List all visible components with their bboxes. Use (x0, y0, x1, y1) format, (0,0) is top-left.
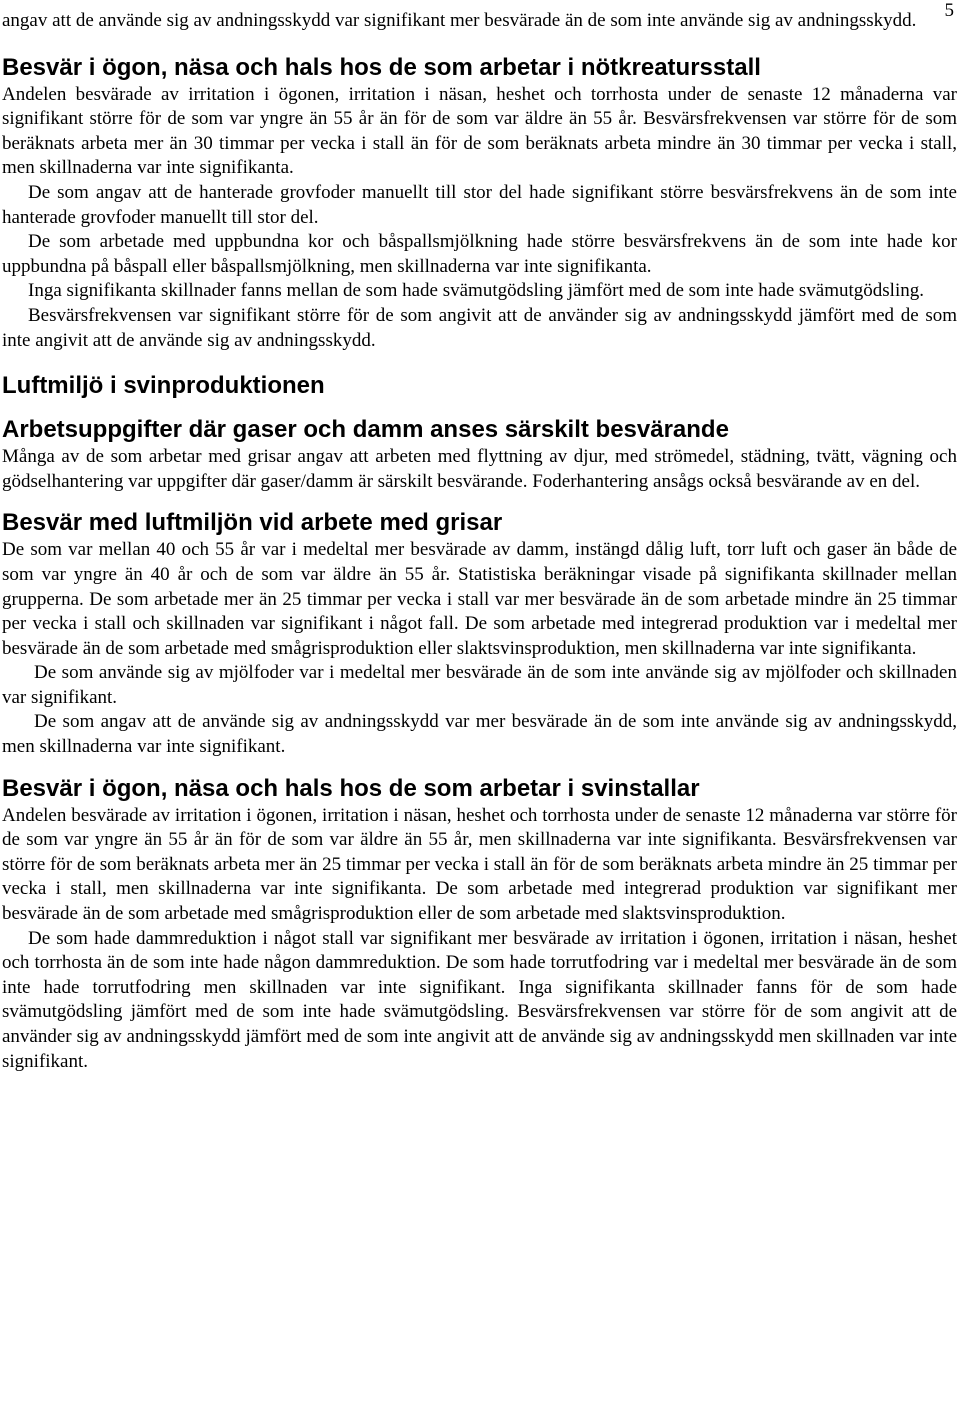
heading-pig-symptoms: Besvär i ögon, näsa och hals hos de som arbetar i svinstallar (2, 774, 700, 802)
paragraph: De som hade dammreduktion i något stall var signifikant mer besvärade av irritation i ögonen, irritation i näsan, heshet och torrhosta än de som inte hade någon dammreduktion. De som hade torrutfodring var i medeltal mer besvärade än de som inte hade torrutfodring men skillnaden var inte signifikant. Inga signifikanta skillnader fanns för de som hade svämutgödsling jämfört med de som inte hade svämutgödsling. Besvärsfrekvensen var större för de som angivit att de använder sig av andningsskydd jämfört med de som inte angivit att de använde sig av andningsskydd men skillnaden var inte signifikant. (2, 927, 957, 1072)
paragraph: Besvärsfrekvensen var signifikant större för de som angivit att de använder sig av andningsskydd jämfört med de som inte angivit att de använde sig av andningsskydd. (2, 304, 957, 351)
paragraph: Andelen besvärade av irritation i ögonen, irritation i näsan, heshet och torrhosta under de senaste 12 månaderna var större för de som var yngre än 55 år än för de som var äldre än 55 år, men skillnaderna var inte signifikanta. Besvärsfrekvensen var större för de som beräknats arbeta mer än 25 timmar per vecka i stall än för de som beräknats arbeta mindre än 25 timmar per vecka i stall, men skillnaderna var inte signifikanta. De som arbetade med integrerad produktion var signifikant mer besvärade än de som arbetade med smågrisproduktion eller de som arbetade med slaktsvinsproduktion. (2, 804, 957, 925)
heading-tasks: Arbetsuppgifter där gaser och damm anses särskilt besvärande (2, 416, 729, 444)
section-title-pig-production: Luftmiljö i svinproduktionen (2, 372, 325, 400)
intro-paragraph: angav att de använde sig av andningsskydd var signifikant mer besvärade än de som inte använde sig av andningsskydd. (2, 10, 917, 31)
heading-cattle-symptoms: Besvär i ögon, näsa och hals hos de som arbetar i nötkreatursstall (2, 53, 761, 81)
paragraph: De som angav att de hanterade grovfoder manuellt till stor del hade signifikant större besvärsfrekvens än de som inte hanterade grovfoder manuellt till stor del. (2, 181, 957, 228)
paragraph: Inga signifikanta skillnader fanns mellan de som hade svämutgödsling jämfört med de som inte hade svämutgödsling. (28, 280, 924, 302)
paragraph: De som arbetade med uppbundna kor och båspallsmjölkning hade större besvärsfrekvens än de som inte hade kor uppbundna på båspall eller båspallsmjölkning, men skillnaderna var inte signifikanta. (2, 231, 957, 277)
paragraph: Många av de som arbetar med grisar angav att arbeten med flyttning av djur, med strömedel, städning, tvätt, vägning och gödselhantering var uppgifter där gaser/damm är särskilt besvärande. Foderhantering ansågs också besvärande av en del. (2, 446, 957, 492)
paragraph: De som använde sig av mjölfoder var i medeltal mer besvärade än de som inte använde sig av mjölfoder och skillnaden var signifikant. (2, 662, 957, 708)
paragraph: Andelen besvärade av irritation i ögonen, irritation i näsan, heshet och torrhosta under de senaste 12 månaderna var signifikant större för de som var yngre än 55 år än för de som var äldre än 55 år. Besvärsfrekvensen var större för de som beräknats arbeta mer än 30 timmar per vecka i stall än för de som beräknats arbeta mindre än 30 timmar per vecka i stall, men skillnaderna var inte signifikanta. (2, 83, 957, 179)
heading-air-problems: Besvär med luftmiljön vid arbete med grisar (2, 509, 503, 537)
document-body (2, 9, 957, 1074)
paragraph: De som angav att de använde sig av andningsskydd var mer besvärade än de som inte använde sig av andningsskydd, men skillnaderna var inte signifikant. (2, 711, 957, 758)
page-number: 5 (944, 0, 954, 21)
paragraph: De som var mellan 40 och 55 år var i medeltal mer besvärade av damm, instängd dålig luft, torr luft och gaser än både de som var yngre än 40 år och de som var äldre än 55 år. Statistiska beräkningar visade på signifikanta skillnader mellan grupperna. De som arbetade mer än 25 timmar per vecka i stall var mer besvärade än de som arbetade mindre än 25 timmar per vecka i stall och skillnaden var signifikant i något fall. De som arbetade med integrerad produktion var i medeltal mer besvärade än de som arbetade med smågrisproduktion eller slaktsvinsproduktion, men skillnaderna var inte signifikanta. (2, 539, 957, 659)
